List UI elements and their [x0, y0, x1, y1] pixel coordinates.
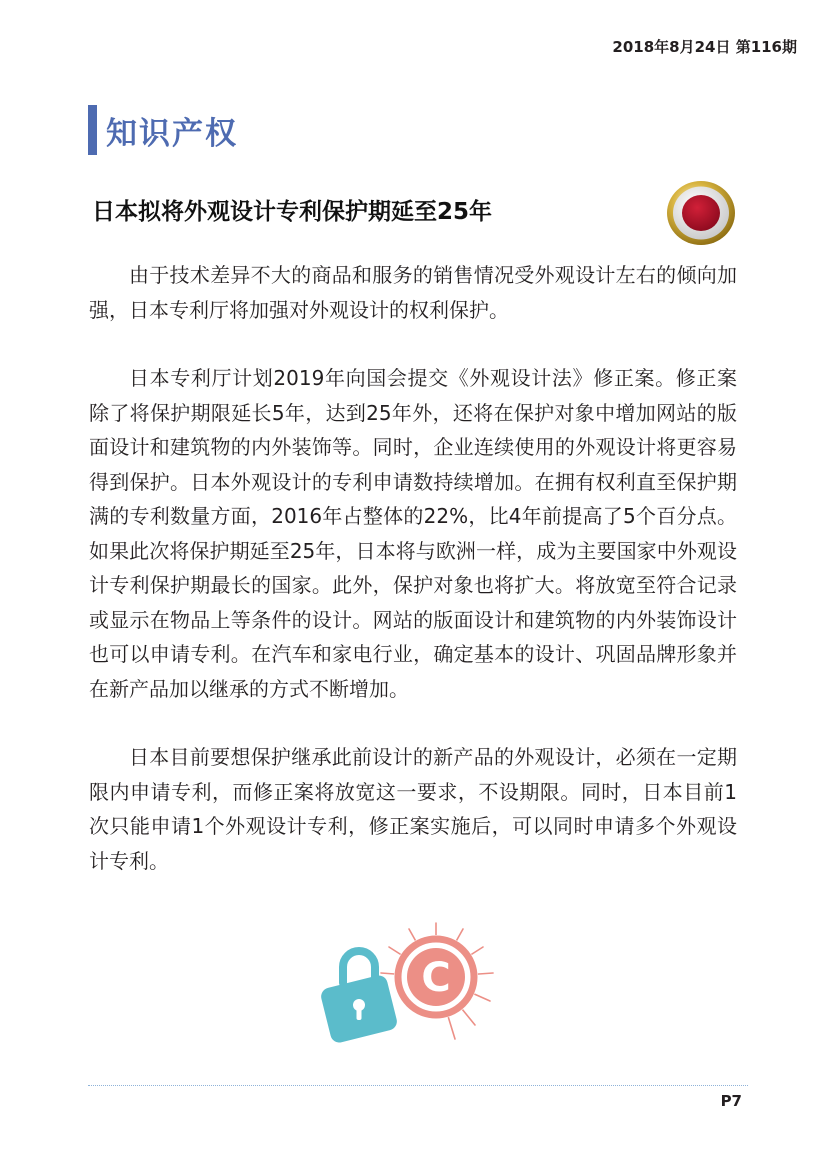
article-body: [89, 258, 737, 912]
footer-divider: [88, 1085, 748, 1086]
page-number: P7: [720, 1092, 742, 1110]
paragraph-2: 日本专利厅计划2019年向国会提交《外观设计法》修正案。修正案除了将保护期限延长5年，达到25年外，还将在保护对象中增加网站的版面设计和建筑物的内外装饰等。同时，企业连续使用的外观设计将更容易得到保护。日本外观设计的专利申请数持续增加。在拥有权利直至保护期满的专利数量方面，2016年占整体的22%，比4年前提高了5个百分点。如果此次将保护期延至25年，日本将与欧洲一样，成为主要国家中外观设计专利保护期最长的国家。此外，保护对象也将扩大。将放宽至符合记录或显示在物品上等条件的设计。网站的版面设计和建筑物的内外装饰设计也可以申请专利。在汽车和家电行业，确定基本的设计、巩固品牌形象并在新产品加以继承的方式不断增加。: [89, 366, 737, 701]
copyright-lock-icon: [315, 915, 515, 1055]
copyright-symbol: C: [421, 955, 451, 1001]
article-title: 日本拟将外观设计专利保护期延至25年: [92, 199, 493, 225]
paragraph-3: 日本目前要想保护继承此前设计的新产品的外观设计，必须在一定期限内申请专利，而修正案将放宽这一要求，不设期限。同时，日本目前1次只能申请1个外观设计专利，修正案实施后，可以同时申请多个外观设计专利。: [89, 745, 737, 873]
section-accent-bar: [88, 105, 97, 155]
section-header: [88, 104, 238, 156]
issue-date: 2018年8月24日 第116期: [612, 38, 797, 56]
paragraph-1: 由于技术差异不大的商品和服务的销售情况受外观设计左右的倾向加强，日本专利厅将加强对外观设计的权利保护。: [89, 263, 737, 322]
japan-flag-badge-icon: [666, 180, 736, 246]
section-title: 知识产权: [106, 115, 238, 152]
